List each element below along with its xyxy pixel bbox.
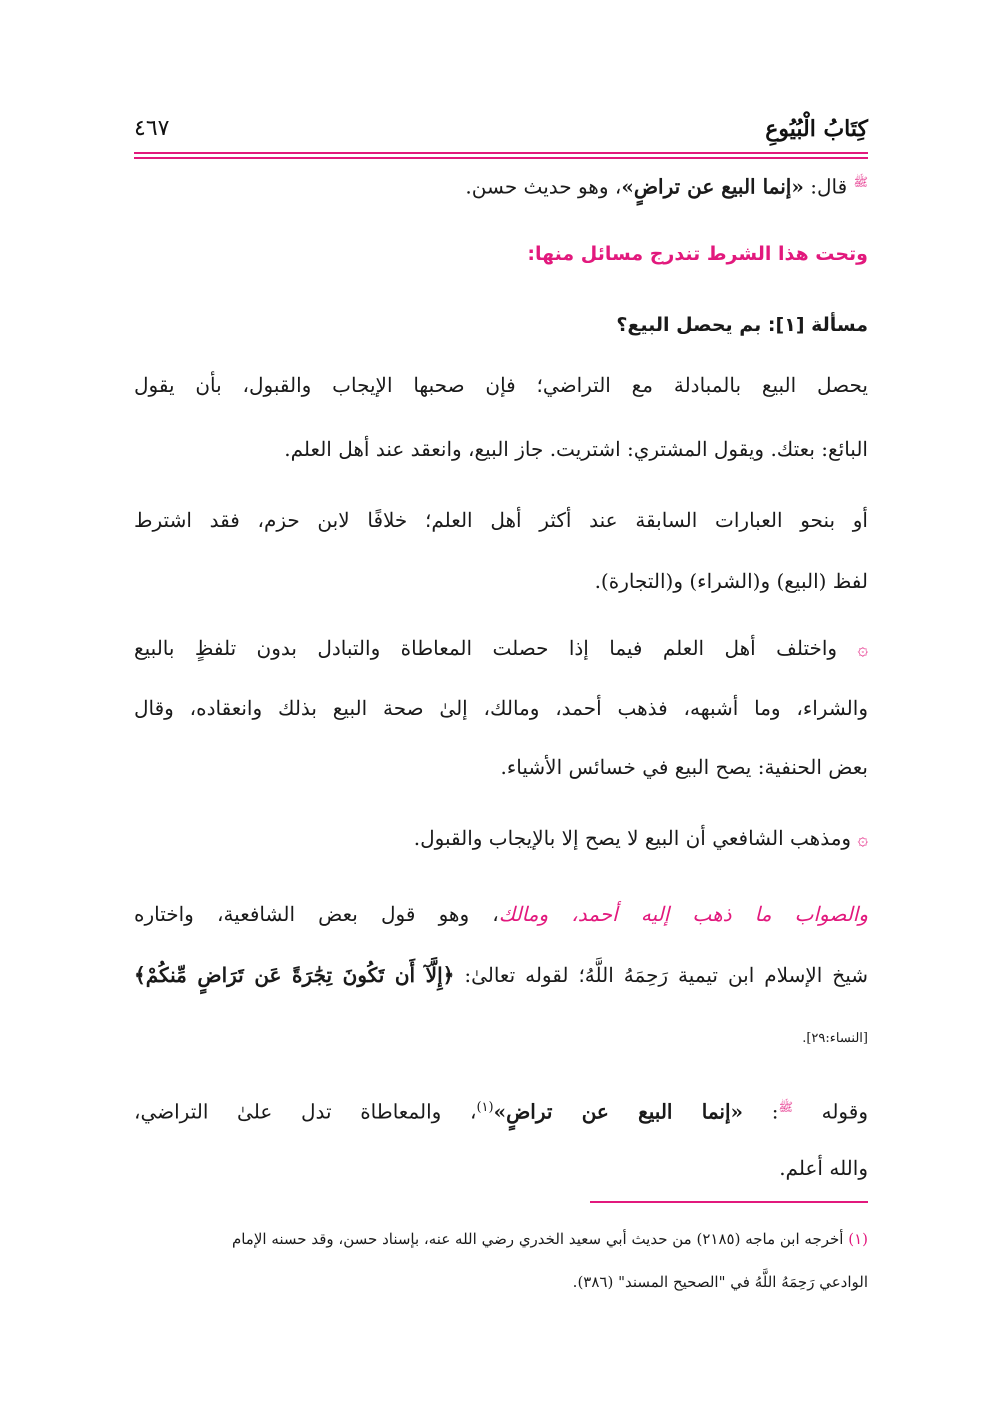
hadith-prefix: قال: <box>803 174 854 199</box>
header-rule-top <box>134 152 868 154</box>
question-label: مسألة [١]: <box>767 314 868 336</box>
paragraph-3-line-2: والشراء، وما أشبهه، فذهب أحمد، ومالك، إلىٰ صحة البيع بذلك وانعقاده، وقال <box>134 696 868 720</box>
paragraph-5-line-2 <box>134 960 868 990</box>
subheading-text: وتحت هذا الشرط تندرج مسائل منها: <box>527 243 868 265</box>
paragraph-5-line-1 <box>134 899 868 929</box>
footnote-text-1: أخرجه ابن ماجه (٢١٨٥) من حديث أبي سعيد الخدري رضي الله عنه، بإسناد حسن، وقد حسنه الإمام <box>231 1230 849 1248</box>
question-heading <box>134 309 868 340</box>
paragraph-4-text: ومذهب الشافعي أن البيع لا يصح إلا بالإيجاب والقبول. <box>413 826 858 850</box>
paragraph-3-line-3: بعض الحنفية: يصح البيع في خسائس الأشياء. <box>500 755 868 779</box>
paragraph-3-text: واختلف أهل العلم فيما إذا حصلت المعاطاة والتبادل بدون تلفظٍ بالبيع <box>134 636 858 660</box>
paragraph-2-line-2: لفظ (البيع) و(الشراء) و(التجارة). <box>594 569 868 593</box>
flower-bullet-icon: ۞ <box>857 829 868 850</box>
paragraph-6-colon: : <box>743 1099 779 1124</box>
verse-citation: [النساء:٢٩]. <box>802 1031 868 1046</box>
footnote-line-1 <box>134 1227 868 1251</box>
hadith-line <box>134 167 868 202</box>
header-rule-bottom <box>134 157 868 159</box>
hadith-quote: «إنما البيع عن تراضٍ» <box>621 174 804 199</box>
footnote-separator <box>590 1201 868 1203</box>
honorific-mark: ﷺ <box>778 1100 793 1114</box>
book-title: كِتَابُ الْبُيُوعِ <box>765 116 868 142</box>
paragraph-1-line-1: يحصل البيع بالمبادلة مع التراضي؛ فإن صحبها الإيجاب والقبول، بأن يقول <box>134 373 868 397</box>
paragraph-6-rest: ، والمعاطاة تدل علىٰ التراضي، <box>134 1099 477 1124</box>
paragraph-3-line-1 <box>134 633 868 665</box>
paragraph-1-line-2: البائع: بعتك. ويقول المشتري: اشتريت. جاز البيع، وانعقد عند أهل العلم. <box>284 437 868 461</box>
paragraph-2-line-1: أو بنحو العبارات السابقة عند أكثر أهل العلم؛ خلافًا لابن حزم، فقد اشترط <box>134 508 868 532</box>
paragraph-6-prefix: وقوله <box>792 1099 868 1124</box>
paragraph-6-line-1 <box>134 1092 868 1127</box>
verse-citation-line <box>134 1020 868 1054</box>
section-subheading <box>134 238 868 269</box>
honorific-mark: ﷺ <box>853 175 868 189</box>
hadith-suffix: ، وهو حديث حسن. <box>465 174 622 199</box>
footnote-line-2: الوادعي رَحِمَهُ اللَّهُ في "الصحيح المسند" (٣٨٦). <box>572 1273 868 1291</box>
hadith-quote: «إنما البيع عن تراضٍ» <box>493 1099 744 1124</box>
paragraph-5-rest: ، وهو قول بعض الشافعية، واختاره <box>134 902 499 926</box>
paragraph-5-line-2-text: شيخ الإسلام ابن تيمية رَحِمَهُ اللَّهُ؛ لقوله تعالىٰ: <box>454 963 868 987</box>
question-text: بم يحصل البيع؟ <box>616 314 768 336</box>
flower-bullet-icon: ۞ <box>857 639 868 660</box>
page-number: ٤٦٧ <box>134 116 170 141</box>
paragraph-4 <box>134 823 868 855</box>
footnote-reference[interactable]: (١) <box>476 1100 494 1115</box>
correct-opinion-highlight: والصواب ما ذهب إليه أحمد، ومالك <box>498 902 868 926</box>
paragraph-6-line-2: والله أعلم. <box>779 1156 868 1180</box>
footnote-number: (١) <box>848 1230 868 1248</box>
quran-verse: ﴿إِلَّآ أَن تَكُونَ تِجَٰرَةً عَن تَرَاضٍ مِّنكُمْ﴾ <box>134 963 455 987</box>
